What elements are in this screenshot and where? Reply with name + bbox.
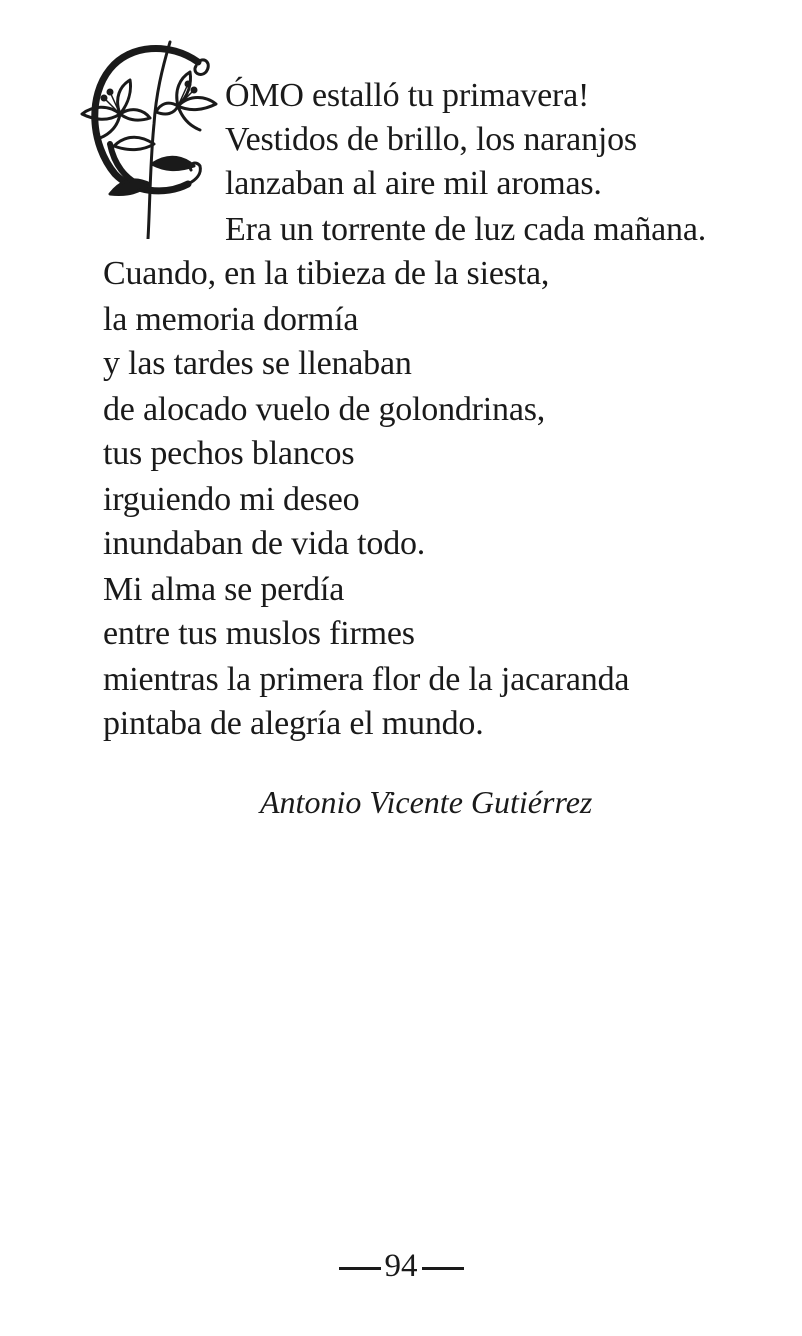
poem-line: Cuando, en la tibieza de la siesta, — [103, 255, 550, 292]
poem-line: ÓMO estalló tu primavera! — [225, 77, 590, 114]
poem-line: Mi alma se perdía — [103, 571, 345, 608]
poem-line: irguiendo mi deseo — [103, 481, 360, 518]
poem-line: y las tardes se llenaban — [103, 345, 412, 382]
poem-line: tus pechos blancos — [103, 435, 355, 472]
dash-right — [422, 1267, 464, 1270]
poem-line: pintaba de alegría el mundo. — [103, 705, 484, 742]
poem-line: lanzaban al aire mil aromas. — [225, 165, 602, 202]
poem-line: Era un torrente de luz cada mañana. — [225, 211, 707, 248]
poem-line: mientras la primera flor de la jacaranda — [103, 661, 630, 698]
floral-initial-c-icon — [70, 34, 220, 239]
poem-line: la memoria dormía — [103, 301, 359, 338]
page-number-value: 94 — [384, 1248, 418, 1284]
poem-line: inundaban de vida todo. — [103, 525, 426, 562]
poem-line: entre tus muslos firmes — [103, 615, 415, 652]
dash-left — [339, 1267, 381, 1270]
page-number — [0, 1246, 802, 1286]
poem-line: de alocado vuelo de golondrinas, — [103, 391, 546, 428]
poem-line: Vestidos de brillo, los naranjos — [225, 121, 637, 158]
poem-author: Antonio Vicente Gutiérrez — [260, 784, 593, 820]
